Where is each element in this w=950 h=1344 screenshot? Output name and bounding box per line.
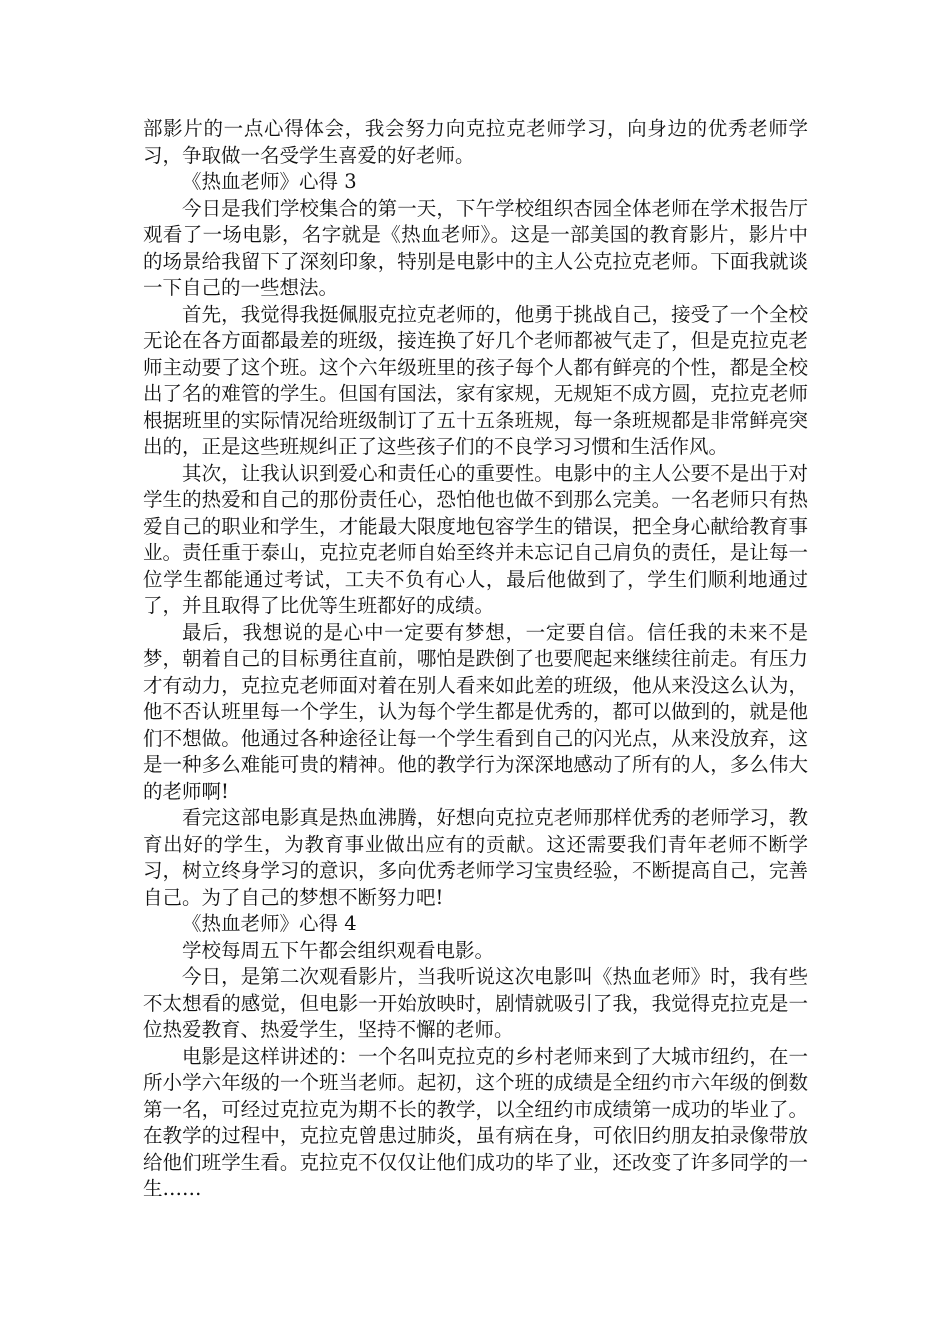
paragraph-continuation: 部影片的一点心得体会，我会努力向克拉克老师学习，向身边的优秀老师学习，争取做一名受学生喜爱的好老师。 (143, 117, 808, 167)
paragraph: 看完这部电影真是热血沸腾，好想向克拉克老师那样优秀的老师学习，教育出好的学生，为教育事业做出应有的贡献。这还需要我们青年老师不断学习，树立终身学习的意识，多向优秀老师学习宝贵经验，不断提高自己，完善自己。为了自己的梦想不断努力吧! (143, 806, 808, 909)
paragraph: 今日是我们学校集合的第一天，下午学校组织杏园全体老师在学术报告厅观看了一场电影，名字就是《热血老师》。这是一部美国的教育影片，影片中的场景给我留下了深刻印象，特别是电影中的主人公克拉克老师。下面我就谈一下自己的一些想法。 (143, 196, 808, 299)
paragraph: 电影是这样讲述的：一个名叫克拉克的乡村老师来到了大城市纽约，在一所小学六年级的一个班当老师。起初，这个班的成绩是全纽约市六年级的倒数第一名，可经过克拉克为期不长的教学，以全纽约市成绩第一成功的毕业了。在教学的过程中，克拉克曾患过肺炎，虽有病在身，可依旧约朋友拍录像带放给他们班学生看。克拉克不仅仅让他们成功的毕了业，还改变了许多同学的一生…… (143, 1044, 808, 1200)
document-body (143, 116, 808, 1203)
paragraph: 其次，让我认识到爱心和责任心的重要性。电影中的主人公要不是出于对学生的热爱和自己的那份责任心，恐怕他也做不到那么完美。一名老师只有热爱自己的职业和学生，才能最大限度地包容学生的错误，把全身心献给教育事业。责任重于泰山，克拉克老师自始至终并未忘记自己肩负的责任，是让每一位学生都能通过考试，工夫不负有心人，最后他做到了，学生们顺利地通过了，并且取得了比优等生班都好的成绩。 (143, 461, 808, 617)
paragraph: 最后，我想说的是心中一定要有梦想，一定要自信。信任我的未来不是梦，朝着自己的目标勇往直前，哪怕是跌倒了也要爬起来继续往前走。有压力才有动力，克拉克老师面对着在别人看来如此差的班级，他从来没这么认为，他不否认班里每一个学生，认为每个学生都是优秀的，都可以做到的，就是他们不想做。他通过各种途径让每一个学生看到自己的闪光点，从来没放弃，这是一种多么难能可贵的精神。他的教学行为深深地感动了所有的人，多么伟大的老师啊! (143, 620, 808, 803)
paragraph: 今日，是第二次观看影片，当我听说这次电影叫《热血老师》时，我有些不太想看的感觉，但电影一开始放映时，剧情就吸引了我，我觉得克拉克是一位热爱教育、热爱学生，坚持不懈的老师。 (143, 965, 808, 1041)
section-heading-3: 《热血老师》心得 3 (182, 170, 357, 193)
paragraph: 学校每周五下午都会组织观看电影。 (182, 938, 495, 962)
section-heading-4: 《热血老师》心得 4 (182, 912, 357, 935)
paragraph: 首先，我觉得我挺佩服克拉克老师的，他勇于挑战自己，接受了一个全校无论在各方面都最差的班级，接连换了好几个老师都被气走了，但是克拉克老师主动要了这个班。这个六年级班里的孩子每个人都有鲜亮的个性，都是全校出了名的难管的学生。但国有国法，家有家规，无规矩不成方圆，克拉克老师根据班里的实际情况给班级制订了五十五条班规，每一条班规都是非常鲜亮突出的，正是这些班规纠正了这些孩子们的不良学习习惯和生活作风。 (143, 302, 808, 458)
